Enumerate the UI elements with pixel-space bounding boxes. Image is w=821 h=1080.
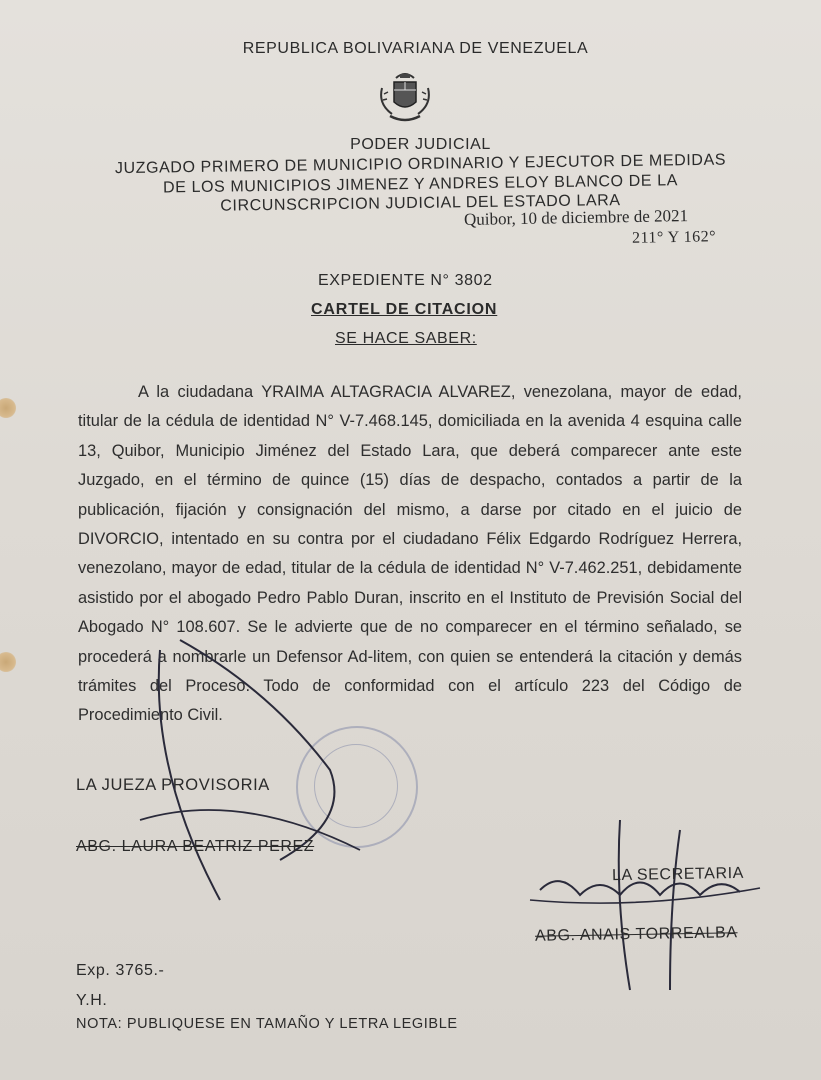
court-name-line3: CIRCUNSCRIPCION JUDICIAL DEL ESTADO LARA (220, 192, 621, 215)
exp-reference: Exp. 3765.- (76, 962, 165, 979)
judicial-power-heading: PODER JUDICIAL (350, 136, 491, 153)
punch-hole-bottom (0, 652, 16, 672)
judge-signature (120, 630, 400, 910)
citation-body: A la ciudadana YRAIMA ALTAGRACIA ALVAREZ, venezolana, mayor de edad, titular de la cédula de identidad N° V-7.468.145, domiciliada en la avenida 4 esquina calle 13, Quibor, Municipio Jiménez del Estado Lara, que deberá comparecer ante este Juzgado, en el término de quince (15) días de despacho, contados a partir de la publicación, fijación y consignación del mismo, a darse por citado en el juicio de DIVORCIO, intentado en su contra por el ciudadano Félix Edgardo Rodríguez Herrera, venezolano, mayor de edad, titular de la cédula de identidad N° V-7.462.251, debidamente asistido por el abogado Pedro Pablo Duran, inscrito en el Instituto de Previsión Social del Abogado N° 108.607. Se le advierte que de no comparecer en el término señalado, se procederá a nombrarle un Defensor Ad-litem, con quien se entenderá la citación y demás trámites del Proceso. Todo de conformidad con el artículo 223 del Código de Procedimiento Civil. (78, 383, 742, 725)
court-name-line2: DE LOS MUNICIPIOS JIMENEZ Y ANDRES ELOY BLANCO DE LA (162, 172, 679, 197)
typist-initials: Y.H. (76, 992, 108, 1009)
judge-title: LA JUEZA PROVISORIA (76, 776, 270, 794)
secretary-signature (520, 800, 780, 1000)
years-of-independence: 211° Y 162° (631, 228, 717, 247)
punch-hole-top (0, 398, 16, 418)
coat-of-arms-icon (374, 68, 436, 126)
expediente-number: EXPEDIENTE N° 3802 (318, 272, 493, 289)
place-date: Quibor, 10 de diciembre de 2021 (463, 206, 689, 229)
document-subtitle: SE HACE SABER: (335, 330, 477, 347)
secretary-name: ABG. ANAIS TORREALBA (534, 924, 738, 945)
document-title: CARTEL DE CITACION (311, 301, 498, 318)
secretary-title: LA SECRETARIA (611, 864, 745, 885)
judge-name: ABG. LAURA BEATRIZ PEREZ (76, 838, 315, 855)
court-name-line1: JUZGADO PRIMERO DE MUNICIPIO ORDINARIO Y EJECUTOR DE MEDIDAS (114, 151, 727, 178)
republic-heading: REPUBLICA BOLIVARIANA DE VENEZUELA (242, 40, 589, 57)
publication-note: NOTA: PUBLIQUESE EN TAMAÑO Y LETRA LEGIBLE (76, 1016, 458, 1032)
